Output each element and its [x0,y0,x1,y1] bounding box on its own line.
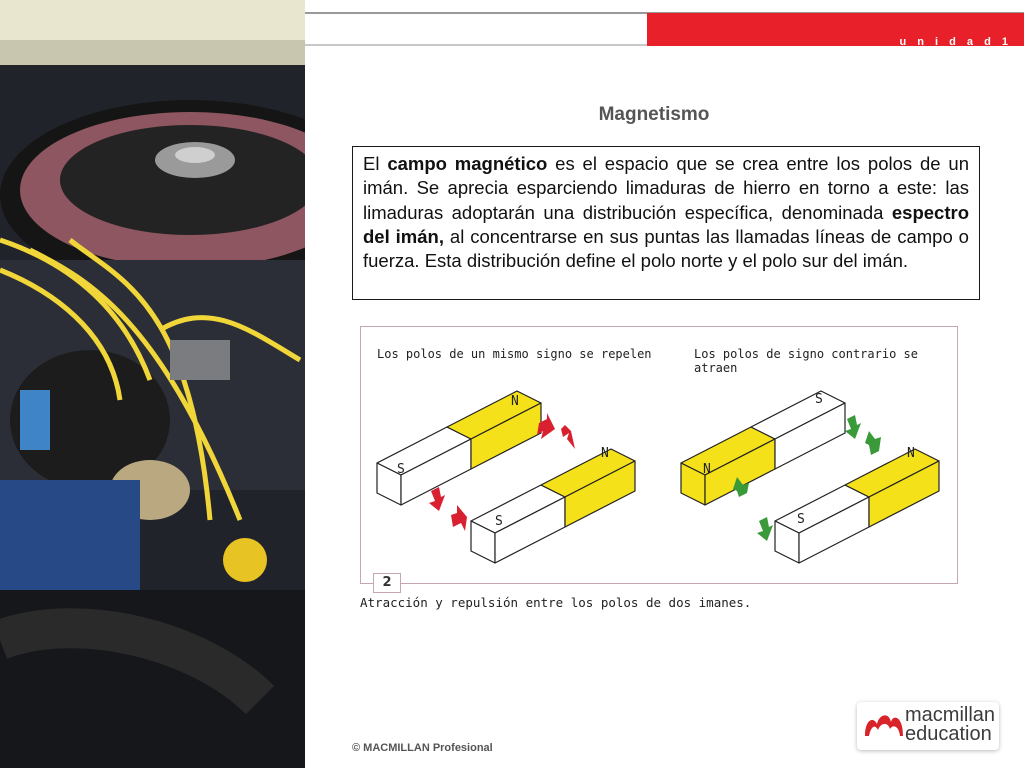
definition-box [352,146,980,300]
pole-label: S [797,512,805,527]
definition-text: El [363,153,388,174]
attract-arrow-icon [845,415,861,439]
definition-text: es el espacio que se crea entre los polos de un imán. Se aprecia esparciendo limaduras de hierro en torno a este: las limaduras adoptarán una distribución específica, denominada [363,153,969,223]
attract-arrow-icon [865,431,881,455]
header-rule-bottom [305,44,647,46]
repel-arrow-icon [451,505,467,531]
engine-photo [0,0,305,768]
repel-arrow-icon [561,425,575,449]
figure-description: Atracción y repulsión entre los polos de dos imanes. [360,595,752,610]
logo-line-2: education [905,723,992,745]
pole-label: N [601,446,609,461]
caption-repel: Los polos de un mismo signo se repelen [377,347,652,361]
caption-attract: Los polos de signo contrario se atraen [694,347,918,375]
definition-text: al concentrarse en sus puntas las llamadas líneas de campo o fuerza. Esta distribución define el polo norte y el polo sur del imán. [363,225,969,272]
pole-label: S [815,392,823,407]
magnet-figure [360,326,958,590]
pole-label: N [907,446,915,461]
magnet-d [775,449,939,563]
copyright: © MACMILLAN Profesional [352,742,493,754]
macmillan-logo-icon [863,706,905,746]
unit-banner [647,13,1024,46]
pole-label: N [511,394,519,409]
unit-label: u n i d a d 1 [899,36,1012,48]
repel-arrow-icon [429,487,445,511]
magnets-diagram [361,327,957,583]
macmillan-logo [857,702,999,750]
pole-label: S [495,514,503,529]
attract-arrow-icon [757,517,773,541]
logo-line-1: macmillan [905,704,996,726]
figure-number: 2 [373,573,401,593]
logo-text [905,706,995,744]
pole-label: N [703,462,711,477]
magnet-b [471,449,635,563]
magnet-c [681,391,845,505]
slide-title: Magnetismo [598,104,710,125]
term-magnet-spectrum: espectro del imán, [363,201,969,247]
pole-label: S [397,462,405,477]
term-magnetic-field: campo magnético [387,153,548,174]
